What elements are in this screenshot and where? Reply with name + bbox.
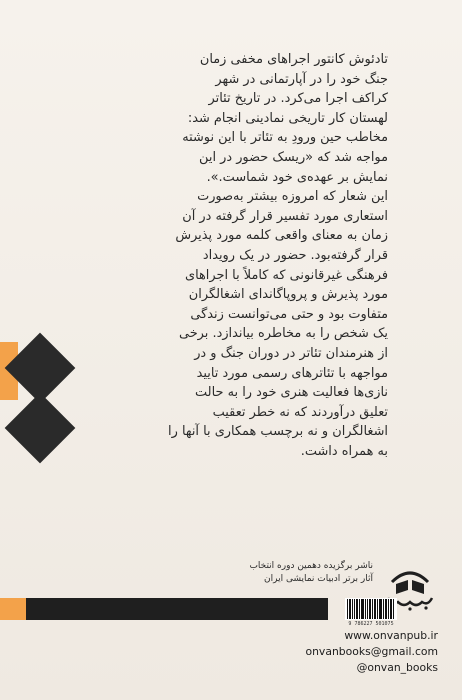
blurb-line: نمایش بر عهده‌ی خود شماست.». — [206, 169, 388, 185]
black-strip — [26, 598, 328, 620]
publisher-note-line2: آثار برتر ادبیات نمایشی ایران — [264, 574, 373, 584]
blurb-line: فرهنگی غیرقانونی که کاملاً با اجراهای — [184, 267, 388, 283]
blurb-line: یک شخص را به مخاطره بیاندازد. برخی — [178, 326, 388, 342]
website-link[interactable]: www.onvanpub.ir — [344, 629, 438, 642]
blurb-line: قرار گرفته‌بود. حضور در یک رویداد — [202, 247, 388, 263]
blurb-line: تعلیق درآوردند که نه خطر تعقیب — [212, 404, 388, 420]
email-link[interactable]: onvanbooks@gmail.com — [305, 645, 438, 658]
barcode-icon — [345, 598, 397, 620]
publisher-note — [248, 560, 373, 586]
instagram-handle[interactable]: @onvan_books — [356, 661, 438, 674]
blurb-line: از هنرمندان تئاتر در دوران جنگ و در — [194, 345, 388, 361]
contact-info — [0, 628, 438, 676]
blurb-line: مخاطب حین ورودِ به تئاتر با این نوشته — [182, 130, 388, 146]
blurb-line: مواجه شد که «ریسک حضور در این — [199, 149, 388, 165]
orange-strip — [0, 598, 26, 620]
blurb-line: لهستان کار تاریخی نمادینی انجام شد: — [187, 110, 388, 126]
blurb-line: تادئوش کانتور اجراهای مخفی زمان — [199, 52, 388, 67]
blurb-line: استعاری مورد تفسیر قرار گرفته در آن — [182, 208, 388, 224]
publisher-note-line1: ناشر برگزیده دهمین دوره انتخاب — [249, 561, 373, 571]
back-cover-blurb — [118, 50, 388, 461]
blurb-line: این شعار که امروزه بیشتر به‌صورت — [197, 189, 388, 205]
blurb-line: نازی‌ها فعالیت هنری خود را به حالت — [195, 385, 388, 401]
blurb-line: مورد پذیرش و پروپاگاندای اشغالگران — [188, 287, 388, 303]
blurb-line: کراکف اجرا می‌کرد. در تاریخ تئاتر — [208, 91, 388, 107]
blurb-line: به همراه داشت. — [300, 443, 388, 459]
blurb-line: اشغالگران و نه برچسب همکاری با آنها را — [168, 424, 388, 440]
blurb-line: جنگ خود را در آپارتمانی در شهر — [215, 71, 388, 87]
barcode-number: 9 786227 501075 — [348, 621, 394, 627]
blurb-line: مواجهه با تئاترهای رسمی مورد تایید — [196, 365, 388, 381]
blurb-line: زمان به معنای واقعی کلمه مورد پذیرش — [175, 228, 388, 244]
blurb-line: متفاوت بود و حتی می‌توانست زندگی — [190, 306, 388, 322]
